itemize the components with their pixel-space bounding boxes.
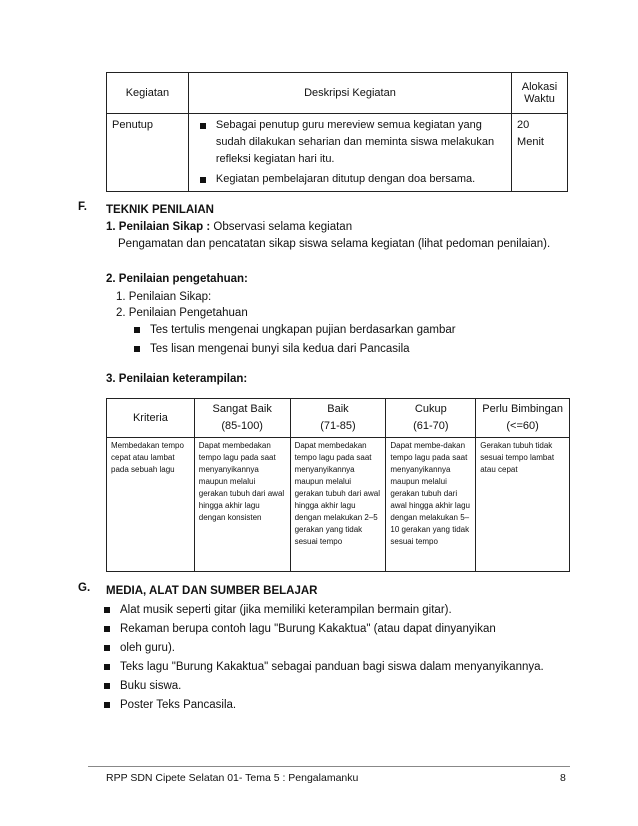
header-cukup [386,399,476,438]
rubric-perlu-bimbingan: Gerakan tubuh tidak sesuai tempo lambat atau cepat [476,438,570,572]
header-deskripsi: Deskripsi Kegiatan [188,73,511,114]
list-item: Rekaman berupa contoh lagu "Burung Kakaktua" (atau dapat dinyanyikan [98,620,544,639]
section-f-title: TEKNIK PENILAIAN [106,204,214,216]
section-g-title: MEDIA, ALAT DAN SUMBER BELAJAR [106,585,318,597]
section-f-letter: F. [78,201,87,213]
header-perlu-bimbingan [476,399,570,438]
header-perlu-bimbingan-range: (<=60) [506,420,539,432]
table-row [107,438,570,572]
waktu-value: 20 [517,119,530,131]
header-sangat-baik-label: Sangat Baik [212,403,272,415]
header-baik [290,399,386,438]
penilaian-sikap-label: 1. Penilaian Sikap : [106,221,211,233]
list-item: Tes lisan mengenai bunyi sila kedua dari Pancasila [128,340,456,359]
header-perlu-bimbingan-label: Perlu Bimbingan [482,403,563,415]
header-alokasi [512,73,568,114]
section-g-letter: G. [78,582,91,594]
pengetahuan-sub1: 1. Penilaian Sikap: [116,291,212,303]
rubric-baik: Dapat membedakan tempo lagu pada saat menyanyikannya maupun melalui gerakan tubuh dari awal hingga akhir lagu dengan melakukan 2–5 gerakan yang tidak sesuai tempo [290,438,386,572]
penilaian-keterampilan-label: 3. Penilaian keterampilan: [106,373,248,385]
header-kriteria: Kriteria [107,399,195,438]
header-cukup-range: (61-70) [413,420,449,432]
header-alokasi-line1: Alokasi [521,81,558,93]
cell-kegiatan: Penutup [107,114,189,192]
rubric-table [106,398,570,572]
page-number: 8 [560,772,566,784]
pengetahuan-sub2: 2. Penilaian Pengetahuan [116,307,248,319]
penilaian-sikap-value: Observasi selama kegiatan [213,221,353,233]
list-item: oleh guru). [98,639,544,658]
activity-table [106,72,568,192]
rubric-cukup: Dapat membe-dakan tempo lagu pada saat menyanyikannya maupun melalui gerakan tubuh dari awal hingga akhir lagu dengan melakukan 5–10 gerakan yang tidak sesuai tempo [386,438,476,572]
list-item: Tes tertulis mengenai ungkapan pujian berdasarkan gambar [128,321,456,340]
cell-deskripsi [188,114,511,192]
media-list [98,601,544,715]
list-item: Kegiatan pembelajaran ditutup dengan doa bersama. [194,171,506,188]
list-item: Alat musik seperti gitar (jika memiliki keterampilan bermain gitar). [98,601,544,620]
list-item: Buku siswa. [98,677,544,696]
activity-table-header [107,73,568,114]
waktu-unit: Menit [517,136,544,148]
cell-waktu [512,114,568,192]
footer-text: RPP SDN Cipete Selatan 01- Tema 5 : Pengalamanku [106,772,359,784]
list-item: Sebagai penutup guru mereview semua kegiatan yang sudah dilakukan seharian dan meminta siswa melakukan refleksi kegiatan hari itu. [194,117,506,168]
rubric-header [107,399,570,438]
pengetahuan-list [128,321,456,359]
table-row [107,114,568,192]
header-baik-label: Baik [327,403,349,415]
header-kegiatan: Kegiatan [107,73,189,114]
penilaian-pengetahuan-label: 2. Penilaian pengetahuan: [106,273,248,285]
header-sangat-baik-range: (85-100) [221,420,263,432]
header-sangat-baik [194,399,290,438]
penilaian-sikap-detail: Pengamatan dan pencatatan sikap siswa selama kegiatan (lihat pedoman penilaian). [118,238,551,250]
footer-divider [88,766,570,767]
list-item: Poster Teks Pancasila. [98,696,544,715]
header-cukup-label: Cukup [414,403,447,415]
list-item: Teks lagu "Burung Kakaktua" sebagai panduan bagi siswa dalam menyanyikannya. [98,658,544,677]
header-baik-range: (71-85) [320,420,356,432]
rubric-kriteria: Membedakan tempo cepat atau lambat pada sebuah lagu [107,438,195,572]
rubric-sangat-baik: Dapat membedakan tempo lagu pada saat menyanyikannya maupun melalui gerakan tubuh dari awal hingga akhir lagu dengan konsisten [194,438,290,572]
header-alokasi-line2: Waktu [524,93,555,105]
